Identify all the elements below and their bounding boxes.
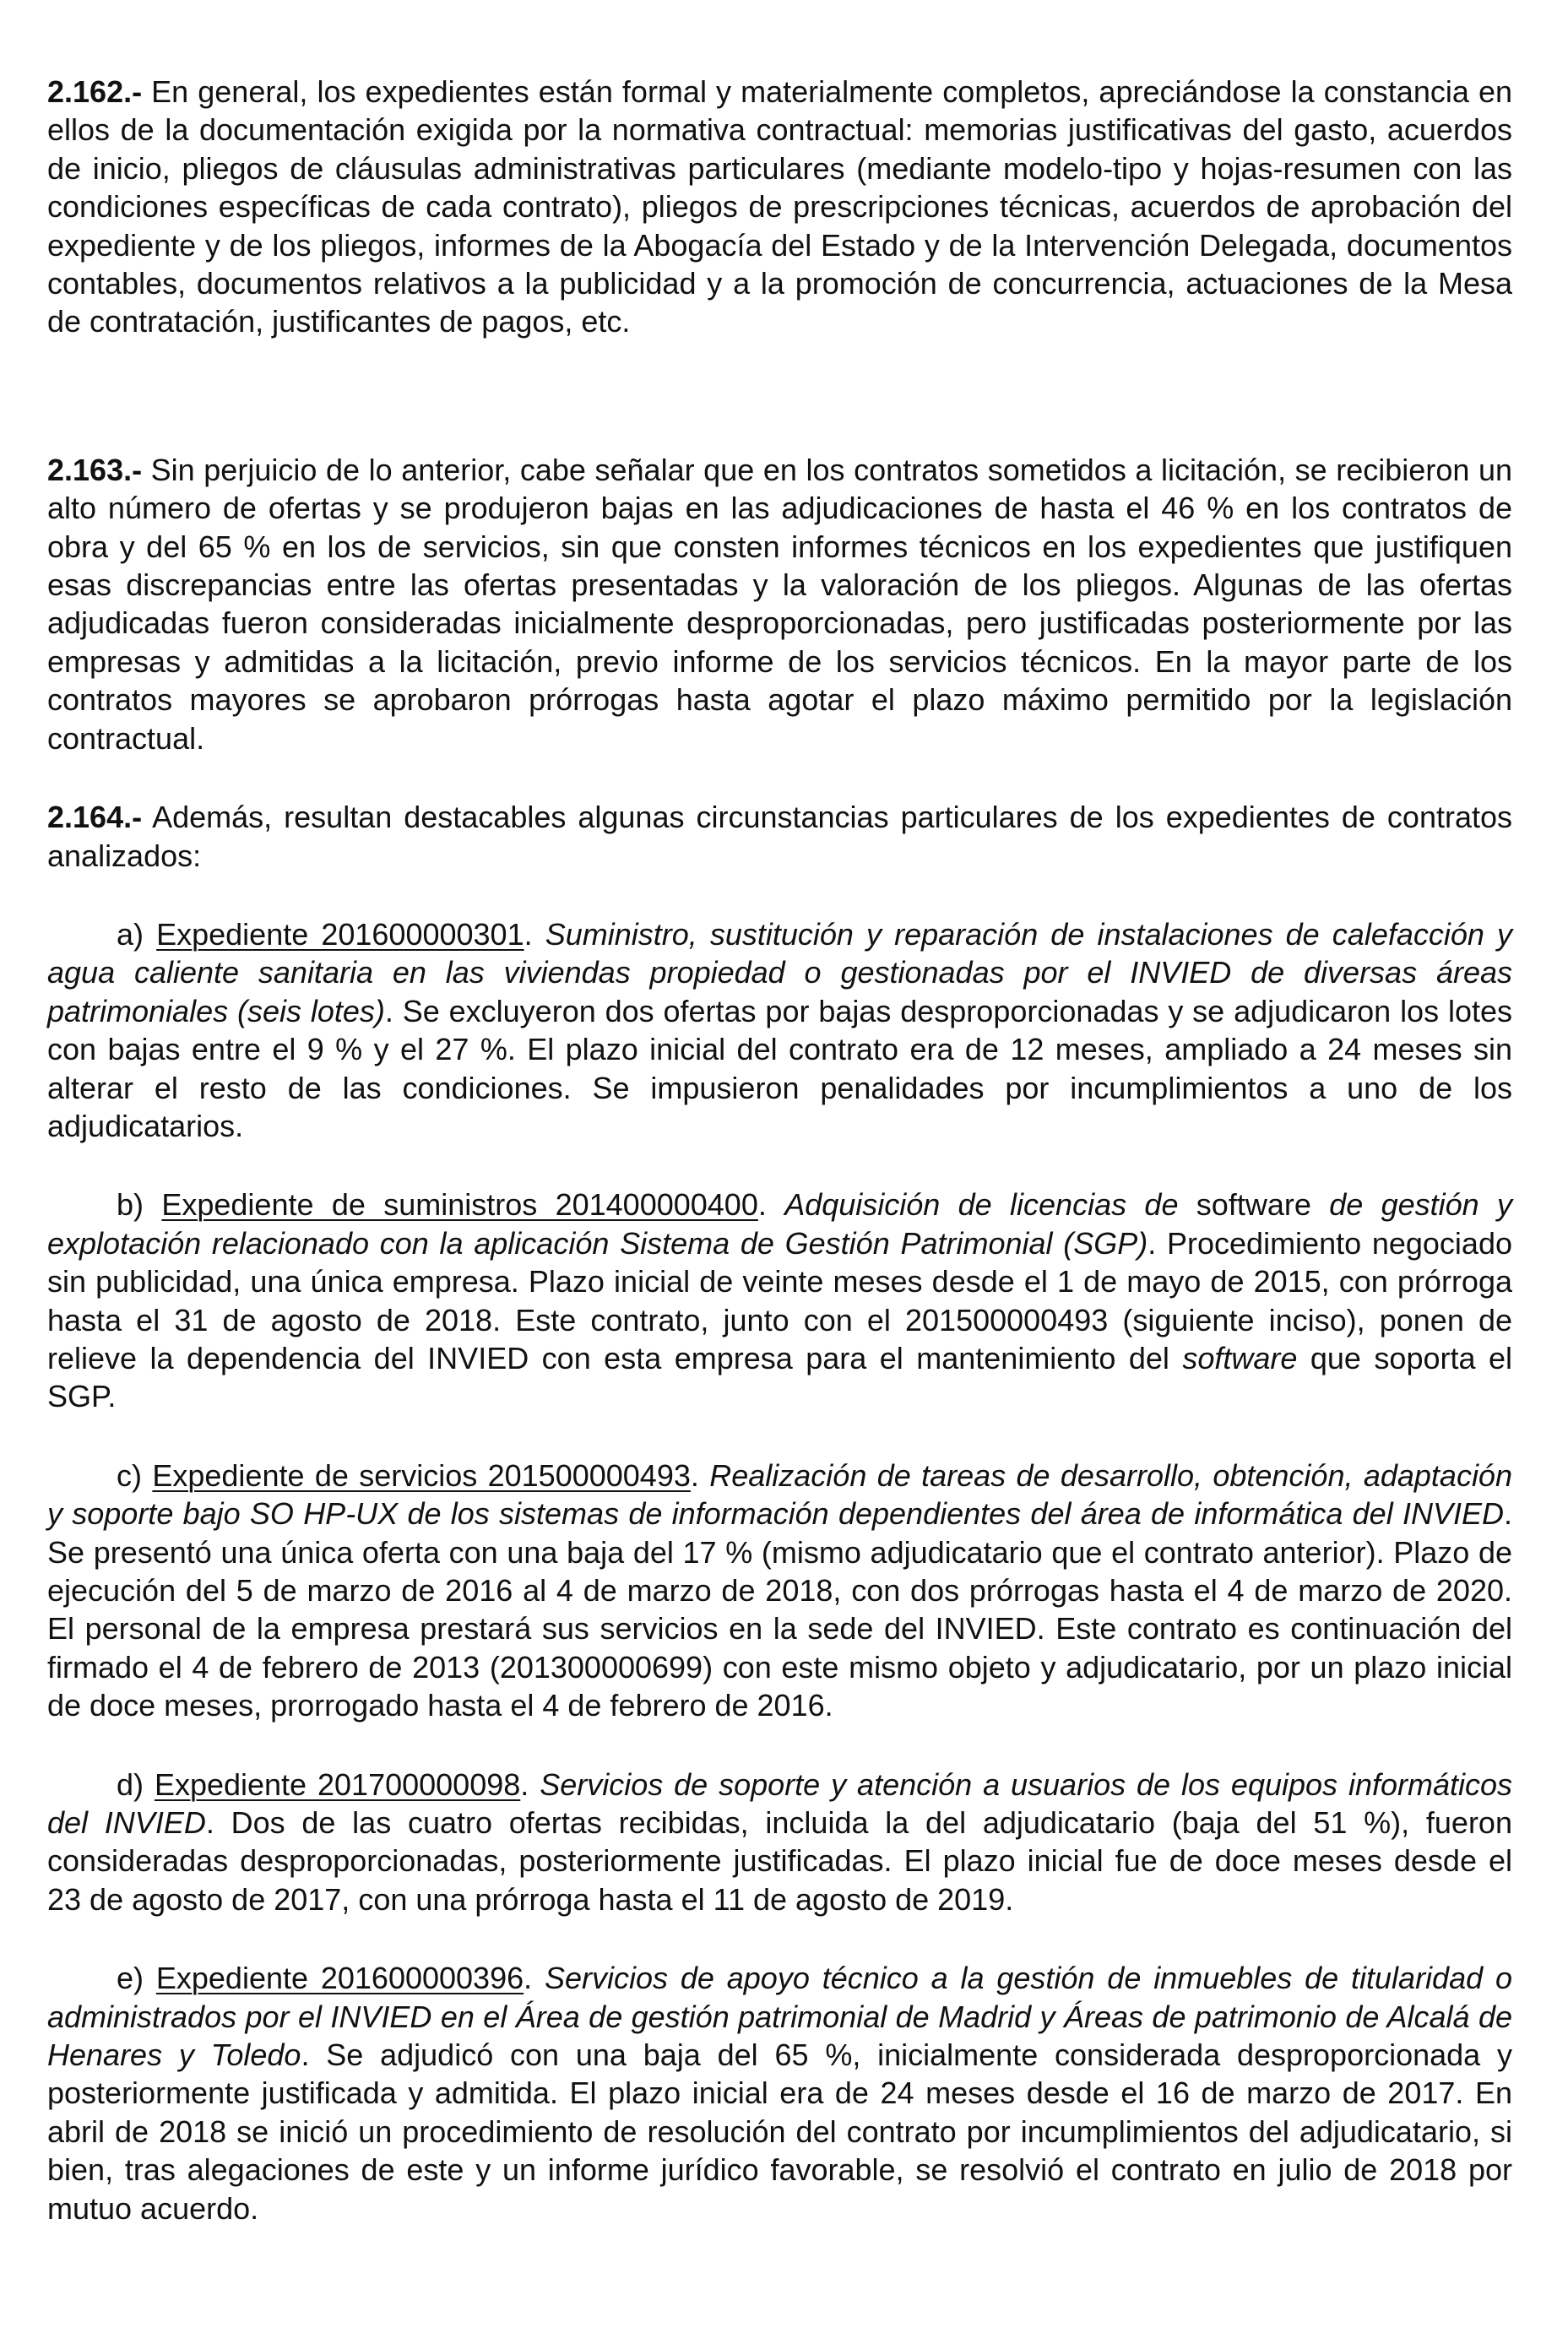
item-text: . Procedimiento negociado sin publicidad, una única empresa. Plazo inicial de veinte meses desde el 1 de mayo de 2015, con prórroga hasta el 31 de agosto de 2018. Este contrato, junto con el 201500000493 (siguiente inciso), ponen de relieve la dependencia del INVIED con esta empresa para el mantenimiento del — [47, 1225, 1512, 1375]
item-text: . Se adjudicó con una baja del 65 %, inicialmente considerada desproporcionada y posteriormente justificada y admitida. El plazo inicial era de 24 meses desde el 16 de marzo de 2017. En abril de 2018 se inició un procedimiento de resolución del contrato por incumplimientos del adjudicatario, si bien, tras alegaciones de este y un informe jurídico favorable, se resolvió el contrato en julio de 2018 por mutuo acuerdo. — [47, 2037, 1512, 2226]
item-text: . Dos de las cuatro ofertas recibidas, incluida la del adjudicatario (baja del 51 %), fueron consideradas desproporcionadas, posteriormente justificadas. El plazo inicial fue de doce meses desde el 23 de agosto de 2017, con una prórroga hasta el 11 de agosto de 2019. — [47, 1805, 1512, 1917]
item-letter: c) — [117, 1457, 153, 1493]
document-page — [47, 73, 1512, 2227]
item-text-end: que soporta el SGP. — [47, 1340, 1512, 1414]
separator: . — [524, 916, 545, 952]
contract-title: Realización de tareas de desarrollo, obtención, adaptación y soporte bajo SO HP-UX de los sistemas de información dependientes del área de informática del INVIED — [47, 1457, 1512, 1532]
list-item-b — [47, 1186, 1512, 1415]
contract-title: Servicios de soporte y atención a usuarios de los equipos informáticos del INVIED — [47, 1766, 1513, 1841]
spacer — [47, 875, 1512, 915]
item-letter: b) — [117, 1187, 162, 1223]
list-item-a — [47, 915, 1512, 1145]
paragraph-number: 2.162.- — [47, 74, 143, 109]
separator: . — [757, 1187, 785, 1223]
contract-title: Servicios de apoyo técnico a la gestión de inmuebles de titularidad o administrados por el INVIED en el Área de gestión patrimonial de Madrid y Áreas de patrimonio de Alcalá de Henares y Toledo — [47, 1961, 1512, 2073]
list-item-d — [47, 1766, 1512, 1919]
paragraph-2-163 — [47, 451, 1512, 757]
contract-title-plain: software — [1178, 1187, 1330, 1223]
software-term: software — [1182, 1340, 1298, 1375]
list-item-e — [47, 1959, 1512, 2227]
paragraph-number: 2.164.- — [47, 800, 143, 835]
expediente-reference: Expediente de servicios 201500000493 — [152, 1457, 691, 1493]
expediente-reference: Expediente 201700000098 — [154, 1766, 521, 1802]
paragraph-2-164 — [47, 798, 1512, 875]
item-letter: a) — [117, 916, 157, 952]
separator: . — [520, 1766, 540, 1802]
spacer — [47, 1918, 1512, 1959]
spacer — [47, 1725, 1512, 1766]
spacer — [47, 1145, 1512, 1186]
paragraph-number: 2.163.- — [47, 452, 143, 487]
paragraph-text: En general, los expedientes están formal y materialmente completos, apreciándose la constancia en ellos de la documentación exigida por la normativa contractual: memorias justificativas del gasto, acuerdos de inicio, pliegos de cláusulas administrativas particulares (mediante modelo-tipo y hojas-resumen con las condiciones específicas de cada contrato), pliegos de prescripciones técnicas, acuerdos de aprobación del expediente y de los pliegos, informes de la Abogacía del Estado y de la Intervención Delegada, documentos contables, documentos relativos a la publicidad y a la promoción de concurrencia, actuaciones de la Mesa de contratación, justificantes de pagos, etc. — [47, 74, 1512, 339]
item-letter: d) — [117, 1766, 155, 1802]
item-letter: e) — [117, 1961, 156, 1996]
contract-title-cont: de gestión y explotación relacionado con la aplicación Sistema de Gestión Patrimonial (SGP) — [47, 1187, 1513, 1261]
list-item-c — [47, 1457, 1512, 1725]
expediente-reference: Expediente de suministros 201400000400 — [161, 1187, 758, 1223]
paragraph-text: Sin perjuicio de lo anterior, cabe señalar que en los contratos sometidos a licitación, se recibieron un alto número de ofertas y se produjeron bajas en las adjudicaciones de hasta el 46 % en los contratos de obra y del 65 % en los de servicios, sin que consten informes técnicos en los expedientes que justifiquen esas discrepancias entre las ofertas presentadas y la valoración de los pliegos. Algunas de las ofertas adjudicadas fueron consideradas inicialmente desproporcionadas, pero justificadas posteriormente por las empresas y admitidas a la licitación, previo informe de los servicios técnicos. En la mayor parte de los contratos mayores se aprobaron prórrogas hasta agotar el plazo máximo permitido por la legislación contractual. — [47, 452, 1512, 756]
spacer — [47, 757, 1512, 798]
spacer — [47, 1416, 1512, 1457]
item-text: . Se presentó una única oferta con una baja del 17 % (mismo adjudicatario que el contrato anterior). Plazo de ejecución del 5 de marzo de 2016 al 4 de marzo de 2018, con dos prórrogas hasta el 4 de marzo de 2020. El personal de la empresa prestará sus servicios en la sede del INVIED. Este contrato es continuación del firmado el 4 de febrero de 2013 (201300000699) con este mismo objeto y adjudicatario, por un plazo inicial de doce meses, prorrogado hasta el 4 de febrero de 2016. — [47, 1496, 1512, 1723]
paragraph-text: Además, resultan destacables algunas circunstancias particulares de los expedientes de contratos analizados: — [47, 800, 1512, 873]
item-text: . Se excluyeron dos ofertas por bajas desproporcionadas y se adjudicaron los lotes con bajas entre el 9 % y el 27 %. El plazo inicial del contrato era de 12 meses, ampliado a 24 meses sin alterar el resto de las condiciones. Se impusieron penalidades por incumplimientos a uno de los adjudicatarios. — [47, 993, 1512, 1143]
contract-title: Adquisición de licencias de — [784, 1187, 1179, 1223]
paragraph-2-162 — [47, 73, 1512, 341]
expediente-reference: Expediente 201600000301 — [156, 916, 524, 952]
separator: . — [690, 1457, 710, 1493]
separator: . — [524, 1961, 545, 1996]
contract-title: Suministro, sustitución y reparación de instalaciones de calefacción y agua caliente sanitaria en las viviendas propiedad o gestionadas por el INVIED de diversas áreas patrimoniales (seis lotes) — [47, 916, 1512, 1028]
expediente-reference: Expediente 201600000396 — [155, 1961, 524, 1996]
spacer — [47, 341, 1512, 451]
